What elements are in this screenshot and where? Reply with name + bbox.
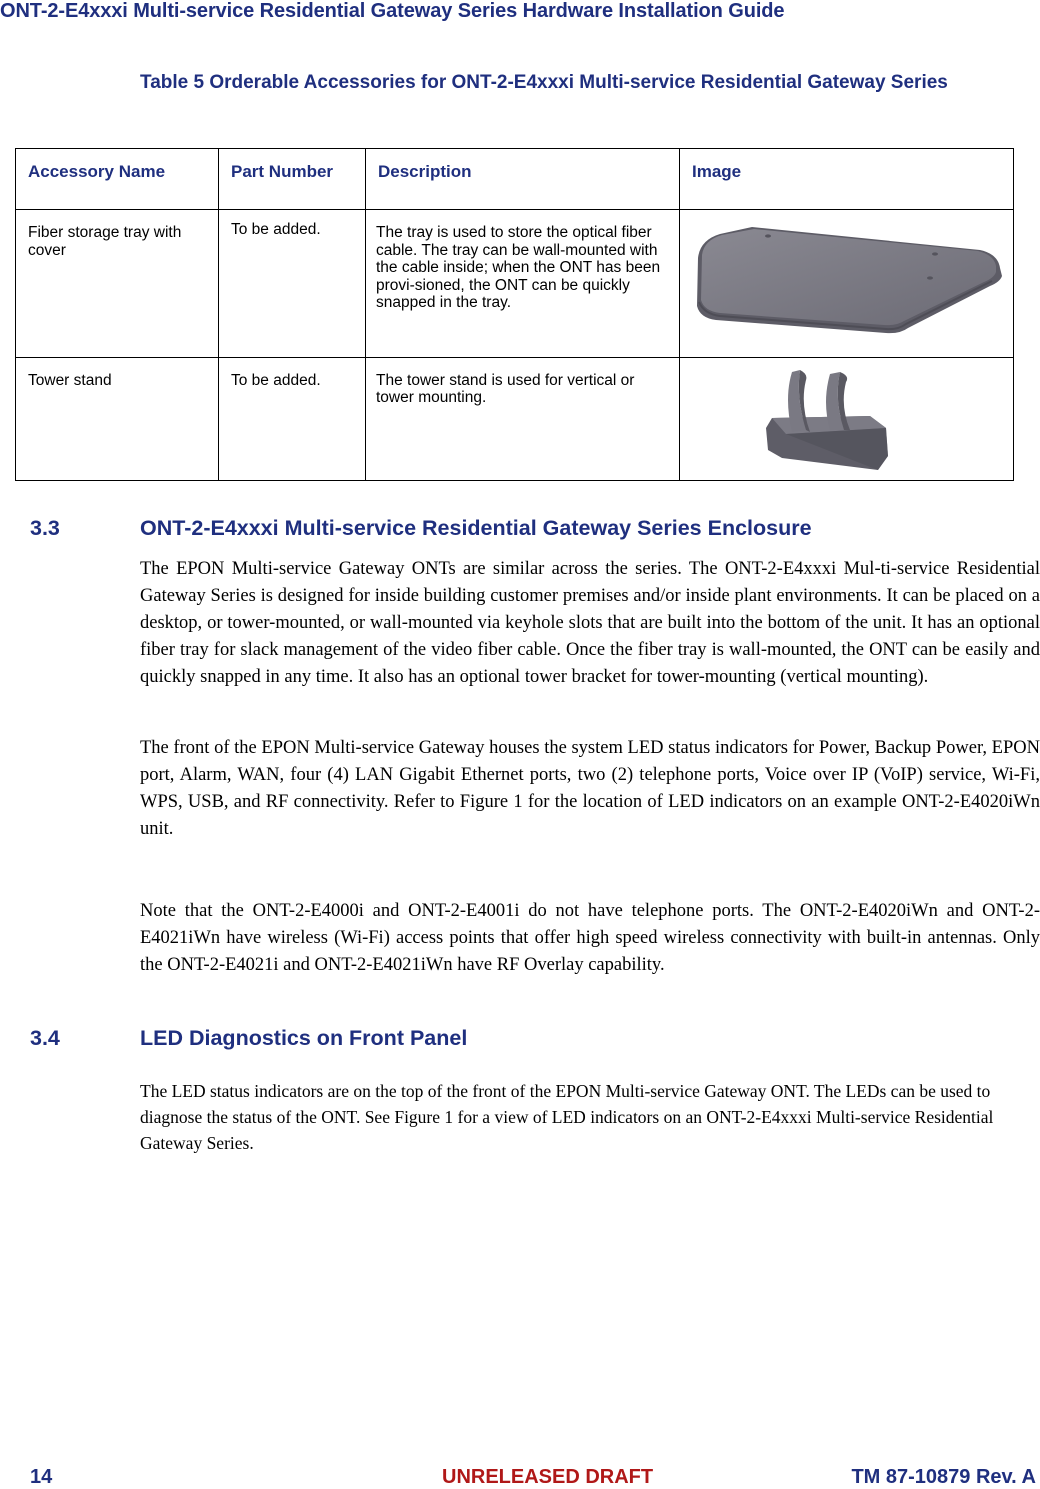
column-header-accessory-name: Accessory Name [16, 149, 219, 210]
part-number-cell: To be added. [219, 210, 366, 358]
page-number: 14 [30, 1466, 53, 1488]
column-header-image: Image [680, 149, 1014, 210]
section-title: ONT-2-E4xxxi Multi-service Residential Gateway Series Enclosure [140, 516, 812, 540]
section-3-3-heading [30, 516, 812, 541]
section-title: LED Diagnostics on Front Panel [140, 1026, 468, 1050]
draft-status: UNRELEASED DRAFT [442, 1466, 654, 1488]
column-header-description: Description [366, 149, 680, 210]
table-header-row [16, 149, 1014, 210]
column-header-part-number: Part Number [219, 149, 366, 210]
table-row [16, 210, 1014, 358]
description-cell: The tray is used to store the optical fiber cable. The tray can be wall-mounted with the cable inside; when the ONT has been provi-sioned, the ONT can be quickly snapped in the tray. [366, 210, 680, 358]
section-3-3-paragraph-3: Note that the ONT-2-E4000i and ONT-2-E4001i do not have telephone ports. The ONT-2-E4020iWn and ONT-2-E4021iWn have wireless (Wi-Fi) access points that offer high speed wireless connectivity with built-in antennas. Only the ONT-2-E4021i and ONT-2-E4021iWn have RF Overlay capability. [140, 901, 1040, 975]
accessory-name-cell: Fiber storage tray with cover [16, 210, 219, 358]
section-3-3-paragraph-1: The EPON Multi-service Gateway ONTs are similar across the series. The ONT-2-E4xxxi Mul-ti-service Residential Gateway Series is designed for inside building customer premises and/or inside plant environments. It can be placed on a desktop, or tower-mounted, or wall-mounted via keyhole slots that are built into the bottom of the unit. It has an optional fiber tray for slack management of the video fiber cable. Once the fiber tray is wall-mounted, the ONT can be easily and quickly snapped in any time. It also has an optional tower bracket for tower-mounting (vertical mounting). [140, 559, 1040, 687]
section-3-3-paragraph-2: The front of the EPON Multi-service Gateway houses the system LED status indicators for Power, Backup Power, EPON port, Alarm, WAN, four (4) LAN Gigabit Ethernet ports, two (2) telephone ports, Voice over IP (VoIP) service, Wi-Fi, WPS, USB, and RF connectivity. Refer to Figure 1 for the location of LED indicators on an example ONT-2-E4020iWn unit. [140, 738, 1040, 839]
table-row [16, 357, 1014, 481]
accessories-table [15, 148, 1014, 481]
tower-stand-image [680, 358, 1014, 476]
accessory-name-cell: Tower stand [16, 357, 219, 481]
part-number-cell: To be added. [219, 357, 366, 481]
page-header-title: ONT-2-E4xxxi Multi-service Residential Gateway Series Hardware Installation Guide [0, 0, 785, 22]
section-number: 3.3 [30, 516, 60, 540]
section-number: 3.4 [30, 1026, 60, 1050]
table-caption: Table 5 Orderable Accessories for ONT-2-E4xxxi Multi-service Residential Gateway Series [140, 72, 948, 93]
section-3-4-heading [30, 1026, 467, 1051]
fiber-tray-image [680, 210, 1014, 352]
description-cell: The tower stand is used for vertical or tower mounting. [366, 357, 680, 481]
section-3-4-paragraph-1: The LED status indicators are on the top of the front of the EPON Multi-service Gateway ONT. The LEDs can be used to diagnose the status of the ONT. See Figure 1 for a view of LED indicators on an ONT-2-E4xxxi Multi-service Residential Gateway Series. [140, 1081, 994, 1153]
document-number: TM 87-10879 Rev. A [851, 1466, 1036, 1488]
